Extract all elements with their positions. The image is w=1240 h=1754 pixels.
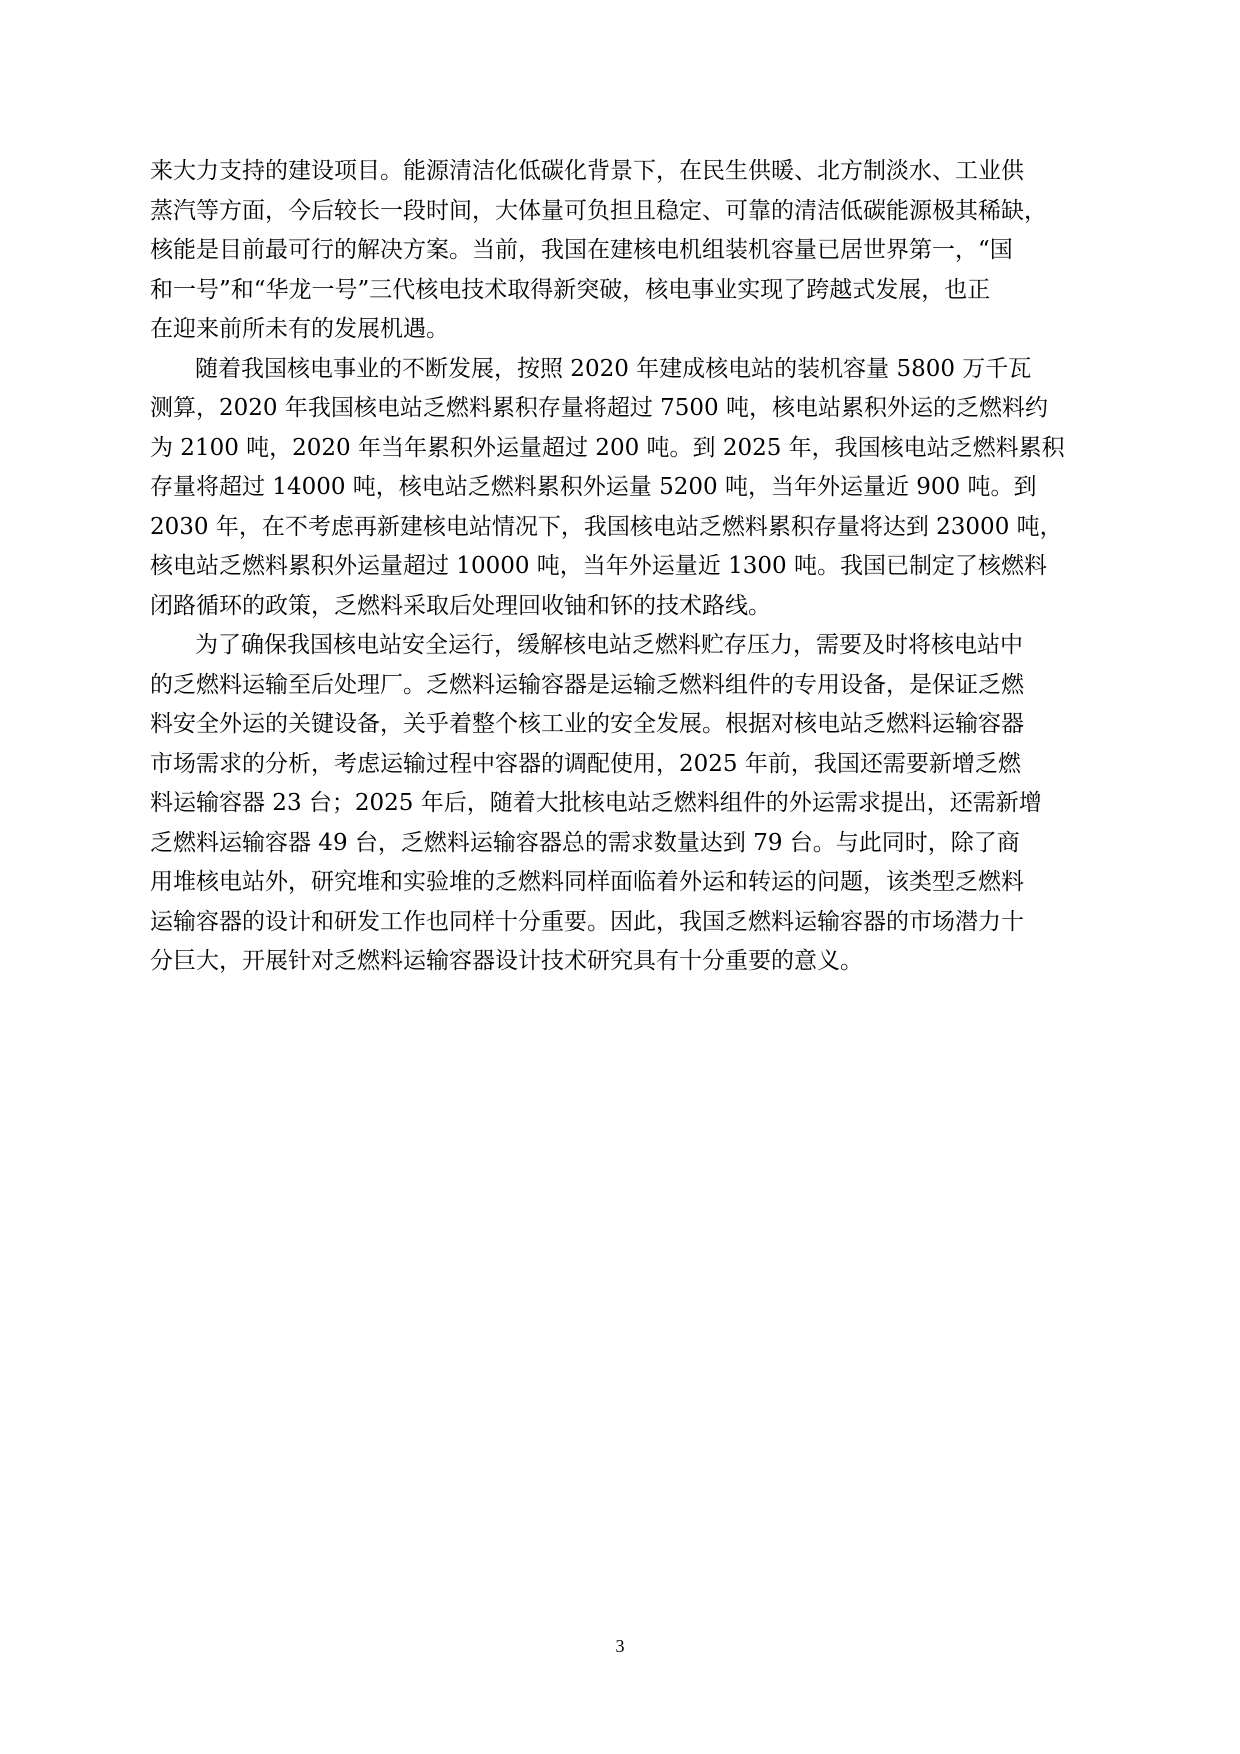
text-line: 为 2100 吨，2020 年当年累积外运量超过 200 吨。到 2025 年，我国核电站乏燃料累积 bbox=[150, 434, 1065, 461]
text-line: 料运输容器 23 台；2025 年后，随着大批核电站乏燃料组件的外运需求提出，还需新增 bbox=[150, 790, 1042, 816]
text-line: 市场需求的分析，考虑运输过程中容器的调配使用，2025 年前，我国还需要新增乏燃 bbox=[150, 750, 1021, 777]
document-body bbox=[150, 152, 1090, 982]
text-line: 蒸汽等方面，今后较长一段时间，大体量可负担且稳定、可靠的清洁低碳能源极其稀缺， bbox=[150, 197, 1047, 224]
text-line: 核电站乏燃料累积外运量超过 10000 吨，当年外运量近 1300 吨。我国已制定了核燃料 bbox=[150, 553, 1047, 579]
paragraph-2 bbox=[150, 350, 1090, 627]
text-line: 存量将超过 14000 吨，核电站乏燃料累积外运量 5200 吨，当年外运量近 900 吨。到 bbox=[150, 474, 1037, 500]
text-line: 乏燃料运输容器 49 台，乏燃料运输容器总的需求数量达到 79 台。与此同时，除了商 bbox=[150, 829, 1020, 856]
text-line: 2030 年，在不考虑再新建核电站情况下，我国核电站乏燃料累积存量将达到 23000 吨， bbox=[150, 513, 1063, 540]
text-line: 测算，2020 年我国核电站乏燃料累积存量将超过 7500 吨，核电站累积外运的乏燃料约 bbox=[150, 395, 1048, 421]
paragraph-3 bbox=[150, 626, 1090, 982]
text-line: 用堆核电站外，研究堆和实验堆的乏燃料同样面临着外运和转运的问题，该类型乏燃料 bbox=[150, 869, 1024, 895]
text-line: 随着我国核电事业的不断发展，按照 2020 年建成核电站的装机容量 5800 万千瓦 bbox=[195, 355, 1032, 382]
text-line: 的乏燃料运输至后处理厂。乏燃料运输容器是运输乏燃料组件的专用设备，是保证乏燃 bbox=[150, 671, 1024, 698]
text-line: 闭路循环的政策，乏燃料采取后处理回收铀和钚的技术路线。 bbox=[150, 592, 771, 619]
text-line: 分巨大，开展针对乏燃料运输容器设计技术研究具有十分重要的意义。 bbox=[150, 948, 863, 974]
text-line: 来大力支持的建设项目。能源清洁化低碳化背景下，在民生供暖、北方制淡水、工业供 bbox=[150, 158, 1024, 184]
paragraph-1 bbox=[150, 152, 1090, 350]
text-line: 和一号”和“华龙一号”三代核电技术取得新突破，核电事业实现了跨越式发展，也正 bbox=[150, 276, 991, 303]
page-number: 3 bbox=[615, 1636, 625, 1656]
text-line: 为了确保我国核电站安全运行，缓解核电站乏燃料贮存压力，需要及时将核电站中 bbox=[195, 632, 1023, 658]
text-line: 在迎来前所未有的发展机遇。 bbox=[150, 316, 449, 342]
text-line: 料安全外运的关键设备，关乎着整个核工业的安全发展。根据对核电站乏燃料运输容器 bbox=[150, 711, 1024, 737]
text-line: 核能是目前最可行的解决方案。当前，我国在建核电机组装机容量已居世界第一，“国 bbox=[150, 237, 1013, 263]
text-line: 运输容器的设计和研发工作也同样十分重要。因此，我国乏燃料运输容器的市场潜力十 bbox=[150, 908, 1024, 935]
